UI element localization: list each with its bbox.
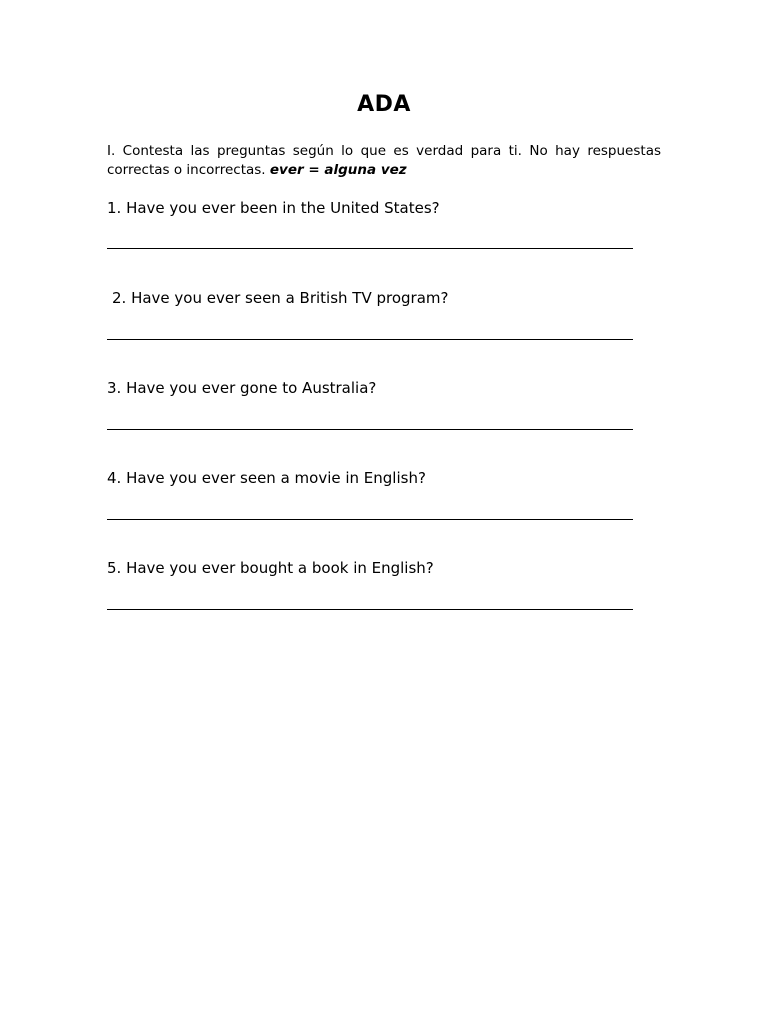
answer-line-1[interactable]	[107, 248, 633, 249]
emphasis-translation: alguna vez	[324, 162, 407, 178]
question-3: 3. Have you ever gone to Australia?	[107, 379, 377, 397]
answer-line-4[interactable]	[107, 519, 633, 520]
question-1: 1. Have you ever been in the United States?	[107, 199, 440, 217]
question-4: 4. Have you ever seen a movie in English?	[107, 469, 426, 487]
question-5: 5. Have you ever bought a book in English?	[107, 559, 434, 577]
question-2: 2. Have you ever seen a British TV program?	[112, 289, 449, 307]
answer-line-3[interactable]	[107, 429, 633, 430]
emphasis-term: ever	[269, 162, 304, 178]
answer-line-5[interactable]	[107, 609, 633, 610]
instructions-text: I. Contesta las preguntas según lo que es verdad para ti. No hay respuestas correctas o incorrectas.	[107, 143, 661, 178]
page-title: ADA	[357, 92, 411, 117]
instructions-paragraph	[107, 142, 661, 180]
answer-line-2[interactable]	[107, 339, 633, 340]
emphasis-equals: =	[303, 162, 325, 178]
